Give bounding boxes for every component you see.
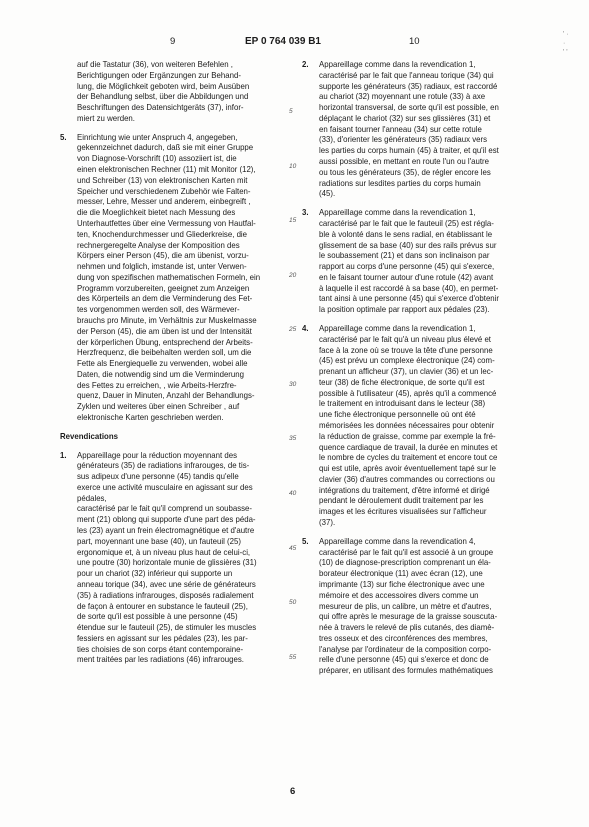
text-line: le nombre de cycles du traitement et encore tout ce (319, 453, 498, 463)
text-line: Appareillage comme dans la revendication 1, (319, 208, 476, 218)
line-number: 45 (289, 545, 297, 552)
text-line: tes vorgenommen werden soll, des Wärmever- (77, 305, 240, 315)
text-line: Speicher und verschiedenem Zubehör wie Falten- (77, 186, 251, 196)
corner-mark: · (563, 40, 566, 47)
claim-text (319, 208, 528, 316)
french-claim-2 (302, 60, 528, 200)
text-line: der Behandlung selbst, über die Abbildungen und (77, 92, 249, 102)
text-line: Berichtigungen oder Ergänzungen zur Behand- (77, 70, 241, 80)
text-line: intégrations du traitement, d'être informé et dirigé (319, 485, 490, 495)
text-line: caractérisé par le fait que l'anneau torique (34) qui (319, 70, 494, 80)
line-number: 15 (289, 217, 297, 224)
text-line: née à travers le relevé de plis cutanés, des diamè- (319, 623, 495, 633)
text-line: anneau torique (34), avec une série de générateurs (77, 579, 256, 589)
text-line: en le faisant tourner autour d'une rotule (42) avant (319, 272, 494, 282)
line-number: 35 (289, 435, 297, 442)
text-line: und Schreiber (13) von elektronischen Karten mit (77, 175, 248, 185)
text-line: caractérisé par le fait qu'il est associé à un groupe (319, 547, 494, 557)
french-claim-4 (302, 324, 528, 529)
text-line: tres osseux et des circonférences des membres, (319, 633, 488, 643)
text-line: le soubassement (21) et dans son inclinaison par (319, 251, 490, 261)
text-line: brauchs pro Minute, im Verhältnis zur Muskelmasse (77, 315, 257, 325)
claim-number: 2. (302, 60, 309, 69)
text-line: Daten, die notwendig sind um die Verminderung (77, 369, 245, 379)
text-line: dung von spezifischen mathematischen Formeln, ein (77, 272, 261, 282)
text-line: les (23) ayant un frein électromagnétique et d'autre (77, 526, 255, 536)
text-line: einen elektronischen Rechner (11) mit Monitor (12), (77, 165, 256, 175)
text-line: étendue sur le fauteuil (25), de stimuler les muscles (77, 623, 257, 633)
text-line: mémorisées les données nécessaires pour obtenir (319, 421, 495, 430)
text-line: de sorte qu'il est possible à une personne (45) (77, 612, 238, 622)
corner-marks (563, 30, 569, 57)
french-claim-3 (302, 208, 528, 316)
page-number: 6 (290, 786, 296, 797)
text-line: déplaçant le chariot (32) sur ses glissières (31) et (319, 113, 491, 123)
text-line: une poutre (30) horizontale munie de glissières (31) (77, 558, 257, 568)
text-line: Zyklen und weiteres über einen Schreiber , auf (77, 402, 240, 412)
text-line: elektronische Karten geschrieben werden. (77, 413, 224, 422)
line-number: 50 (289, 599, 297, 606)
claim-text (77, 133, 286, 424)
text-line: (33), d'orienter les générateurs (35) radiaux vers (319, 135, 488, 145)
line-number: 30 (289, 381, 297, 388)
patent-number: EP 0 764 039 B1 (245, 36, 321, 47)
claim-number: 3. (302, 208, 309, 218)
text-line: en faisant tourner l'anneau (34) sur cette rotule (319, 124, 482, 134)
text-line: (37). (319, 518, 336, 528)
text-line: Programm vorzubereiten, geeignet zum Anzeigen (77, 283, 250, 293)
text-line: Appareillage comme dans la revendication 1, (319, 60, 476, 69)
text-line: auf die Tastatur (36), von weiteren Befehlen , (77, 60, 233, 69)
text-line: radiations sur lesdites parties du corps humain (319, 178, 481, 188)
text-line: miert zu werden. (77, 113, 135, 123)
text-line: des Körperteils an dem die Verminderung des Fet- (77, 294, 253, 304)
claim-text (77, 451, 286, 667)
text-line: pour un chariot (32) inférieur qui supporte un (77, 569, 233, 579)
text-line: la position optimale par rapport aux pédales (23). (319, 305, 490, 315)
text-line: ties choisies de son corps étant contemporaine- (77, 644, 244, 654)
text-line: de façon à entourer en substance le fauteuil (25), (77, 601, 248, 611)
text-line: teur (38) de fiche électronique, de sorte qu'il est (319, 377, 485, 387)
german-claim-5 (60, 133, 286, 424)
text-line: l'analyse par l'ordinateur de la composition corpo- (319, 644, 492, 654)
text-line: (35) à radiations infrarouges, disposés radialement (77, 590, 254, 600)
claim-text (319, 324, 528, 529)
text-line: la réduction de graisse, comme par exemple la fré- (319, 431, 496, 441)
line-number: 55 (289, 654, 297, 661)
text-line: rechnergeregelte Analyse der Komposition des (77, 240, 240, 250)
text-line: der Person (45), die am üben ist und der Intensität (77, 326, 252, 336)
text-line: générateurs (35) de radiations infrarouges, de tis- (77, 461, 250, 471)
text-line: ble à volonté dans le sens radial, en établissant le (319, 229, 493, 239)
text-line: ment (21) oblong qui supporte d'une part des péda- (77, 515, 256, 525)
text-line: Einrichtung wie unter Anspruch 4, angegeben, (77, 132, 238, 142)
text-line: le traitement en introduisant dans le lecteur (38) (319, 399, 486, 409)
text-line: glissement de sa base (40) sur des rails prévus sur (319, 240, 497, 250)
text-line: prenant un afficheur (37), un clavier (36) et un lec- (319, 367, 494, 377)
left-page-number: 9 (170, 36, 176, 47)
line-number: 20 (289, 272, 297, 279)
text-line: der körperlichen Übung, entsprechend der Arbeits- (77, 337, 253, 347)
text-line: face à la zone où se trouve la tête d'une personne (319, 345, 493, 355)
text-line: des Fettes zu erreichen, , wie Arbeits-Herzfre- (77, 380, 237, 390)
text-line: Appareillage comme dans la revendication 4, (319, 536, 476, 546)
text-line: borateur électronique (11) avec écran (12), une (319, 569, 483, 579)
text-line: lung, die Möglichkeit geboten wird, beim Ausüben (77, 81, 250, 91)
text-line: possible à l'utilisateur (45), après qu'il a commencé (319, 388, 497, 398)
corner-mark: ' · (563, 31, 569, 38)
text-line: aussi possible, en mettant en route l'un ou l'autre (319, 157, 489, 167)
text-line: Appareillage pour la réduction moyennant des (77, 450, 238, 460)
text-line: (10) de diagnose-prescription comprenant un éla- (319, 558, 491, 568)
text-line: caractérisé par le fait qu'à un niveau plus élevé et (319, 334, 491, 344)
text-line: quenz, Dauer in Minuten, Anzahl der Behandlungs- (77, 391, 255, 401)
text-line: die die Moeglichkeit bietet nach Messung des (77, 208, 236, 218)
text-line: caractérisé par le fait que le fauteuil (25) est régla- (319, 218, 494, 228)
text-line: clavier (36) d'autres commandes ou corrections ou (319, 474, 495, 484)
text-line: mesureur de plis, un calibre, un mètre et d'autres, (319, 601, 492, 611)
line-number: 10 (289, 163, 297, 170)
continuation-text (77, 60, 286, 125)
text-line: Beschriftungen des Datensichtgeräts (37), infor- (77, 103, 244, 113)
line-number: 5 (289, 108, 293, 115)
text-line: supporte les générateurs (35) radiaux, est raccordé (319, 81, 498, 91)
text-line: images et les écritures visualisées sur l'afficheur (319, 507, 487, 517)
text-line: ment traitées par les radiations (46) infrarouges. (77, 655, 244, 665)
text-line: ou tous les générateurs (35), de régler encore les (319, 167, 491, 177)
text-line: Appareillage comme dans la revendication 1, (319, 323, 476, 333)
corner-mark: ' ' (563, 49, 568, 56)
text-line: nehmen und folglich, imstande ist, unter Verwen- (77, 262, 247, 272)
text-line: rapport au corps d'une personne (45) qui s'exerce, (319, 262, 495, 272)
text-line: exerce une activité musculaire en agissant sur des (77, 482, 253, 492)
text-line: part, moyennant une base (40), un fauteuil (25) (77, 536, 241, 546)
claim-number: 5. (60, 132, 67, 142)
text-line: von Diagnose-Vorschrift (10) assoziiert ist, die (77, 154, 237, 164)
text-line: fessiers en agissant sur les pédales (23), les par- (77, 633, 248, 643)
text-line: Unterhautfettes über eine Vermessung von Hautfal- (77, 218, 256, 228)
claim-number: 1. (60, 450, 67, 460)
text-line: horizontal transversal, de sorte qu'il est possible, en (319, 103, 499, 113)
line-number: 25 (289, 326, 297, 333)
german-claim-continuation (60, 60, 286, 125)
text-line: gekennzeichnet dadurch, daß sie mit einer Gruppe (77, 143, 254, 153)
text-line: (45) est prévu un complexe électronique (24) com- (319, 356, 495, 366)
text-line: mémoire et des accessoires divers comme un (319, 590, 479, 600)
text-line: caractérisé par le fait qu'il comprend un soubasse- (77, 504, 253, 514)
claim-text (319, 60, 528, 200)
text-line: pendant le déroulement dudit traitement par les (319, 496, 484, 506)
text-line: au chariot (32) moyennant une rotule (33) à axe (319, 92, 486, 102)
text-line: (45). (319, 189, 336, 199)
revendications-heading: Revendications (60, 431, 118, 441)
text-line: pédales, (77, 493, 107, 503)
text-line: préparer, en utilisant des formules mathématiques (319, 666, 493, 676)
text-line: Fette als Energiequelle zu verwenden, wobei alle (77, 359, 248, 369)
right-column (302, 60, 528, 677)
text-line: quence cardiaque de travail, la durée en minutes et (319, 442, 498, 452)
claim-number: 5. (302, 536, 309, 546)
right-page-number: 10 (409, 36, 420, 47)
text-line: Körpers einer Person (45), die am übenist, vorzu- (77, 251, 249, 261)
text-line: relle d'une personne (45) qui s'exerce et donc de (319, 655, 489, 665)
french-claim-5 (302, 537, 528, 677)
line-number: 40 (289, 490, 297, 497)
claim-text (319, 537, 528, 677)
text-line: tant ainsi à une personne (45) qui s'exerce d'obtenir (319, 294, 500, 304)
text-line: sus adipeux d'une personne (45) tandis qu'elle (77, 472, 239, 482)
claim-number: 4. (302, 323, 309, 333)
text-line: ten, Knochendurchmesser und Gliederkreise, die (77, 229, 248, 239)
text-line: les parties du corps humain (45) à traiter, et qu'il est (319, 146, 499, 156)
text-line: Herzfrequenz, die beibehalten werden soll, um die (77, 348, 252, 358)
french-claim-1 (60, 451, 286, 667)
text-line: qui offre après le mesurage de la graisse souscuta- (319, 612, 498, 622)
text-line: à laquelle il est raccordé à sa base (40), en permet- (319, 283, 499, 293)
text-line: messer, Lehre, Messer und anderem, einbegreift , (77, 197, 251, 207)
text-line: qui est utile, après avoir éventuellement tapé sur le (319, 464, 497, 474)
text-line: une fiche électronique personnelle où ont été (319, 410, 476, 420)
text-line: ergonomique et, à un niveau plus haut de celui-ci, (77, 547, 251, 557)
text-line: imprimante (13) sur fiche électronique avec une (319, 579, 485, 589)
left-column (60, 60, 286, 666)
